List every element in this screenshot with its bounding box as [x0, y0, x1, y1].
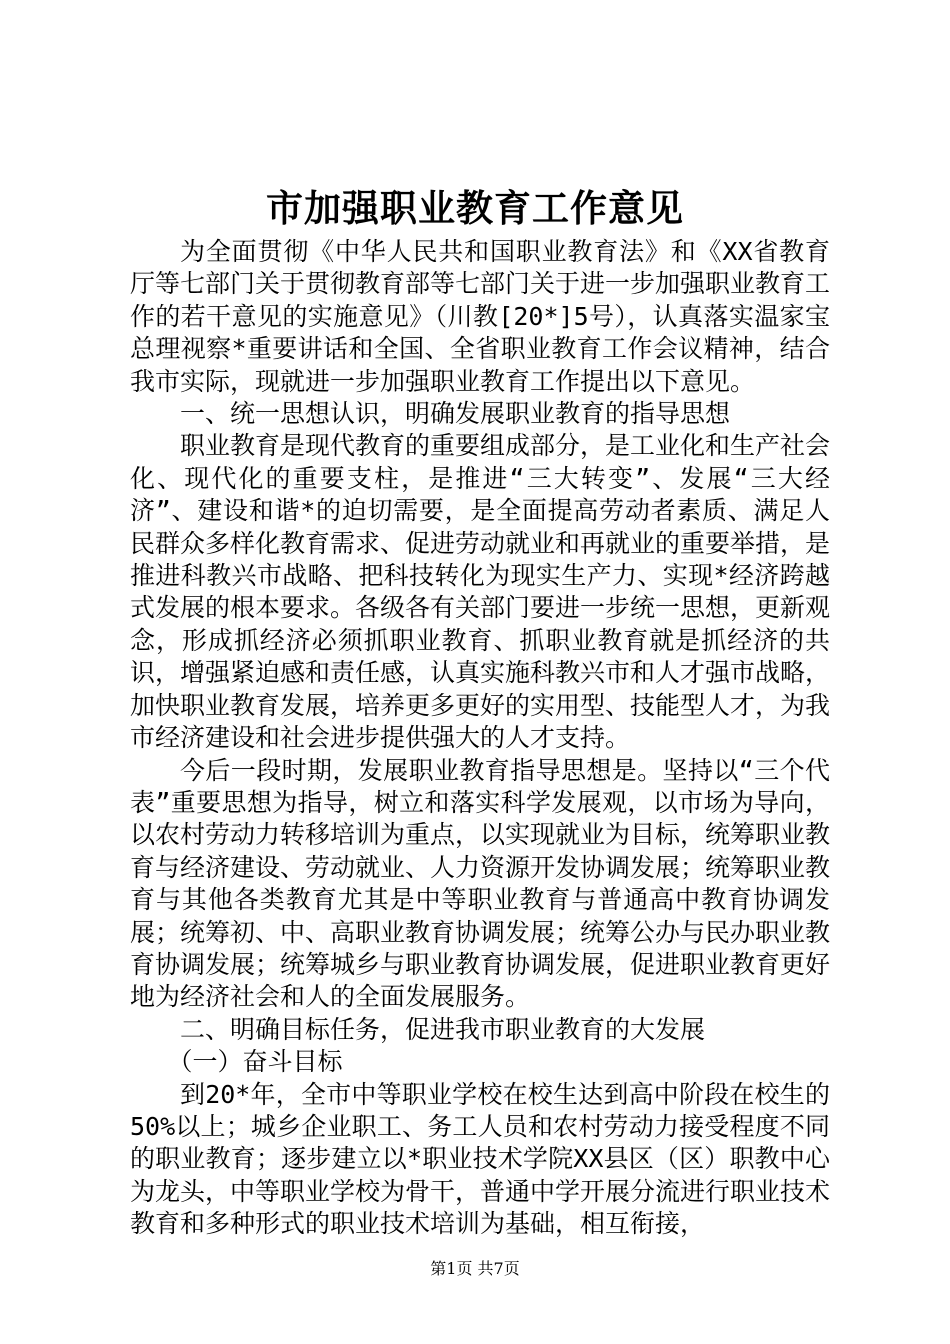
subsection-heading: （一）奋斗目标	[167, 1047, 343, 1077]
section-heading: 二、明确目标任务，促进我市职业教育的大发展	[180, 1014, 706, 1044]
page-number-footer: 第1页 共7页	[430, 1259, 520, 1278]
document-body	[130, 236, 830, 1241]
section-heading: 一、统一思想认识，明确发展职业教育的指导思想	[180, 399, 731, 429]
document-title: 市加强职业教育工作意见	[266, 186, 684, 230]
paragraph: 今后一段时期，发展职业教育指导思想是。坚持以“三个代表”重要思想为指导，树立和落实科学发展观，以市场为导向，以农村劳动力转移培训为重点，以实现就业为目标，统筹职业教育与经济建设、劳动就业、人力资源开发协调发展；统筹职业教育与其他各类教育尤其是中等职业教育与普通高中教育协调发展；统筹初、中、高职业教育协调发展；统筹公办与民办职业教育协调发展；统筹城乡与职业教育协调发展，促进职业教育更好地为经济社会和人的全面发展服务。	[130, 755, 831, 1012]
paragraph: 职业教育是现代教育的重要组成部分，是工业化和生产社会化、现代化的重要支柱，是推进“三大转变”、发展“三大经济”、建设和谐*的迫切需要，是全面提高劳动者素质、满足人民群众多样化教育需求、促进劳动就业和再就业的重要举措，是推进科教兴市战略、把科技转化为现实生产力、实现*经济跨越式发展的根本要求。各级各有关部门要进一步统一思想，更新观念，形成抓经济必须抓职业教育、抓职业教育就是抓经济的共识，增强紧迫感和责任感，认真实施科教兴市和人才强市战略，加快职业教育发展，培养更多更好的实用型、技能型人才，为我市经济建设和社会进步提供强大的人才支持。	[130, 431, 831, 753]
paragraph: 为全面贯彻《中华人民共和国职业教育法》和《XX省教育厅等七部门关于贯彻教育部等七部门关于进一步加强职业教育工作的若干意见的实施意见》（川教[20*]5号），认真落实温家宝总理视察*重要讲话和全国、全省职业教育工作会议精神，结合我市实际，现就进一步加强职业教育工作提出以下意见。	[130, 237, 831, 396]
paragraph: 到20*年，全市中等职业学校在校生达到高中阶段在校生的50%以上；城乡企业职工、务工人员和农村劳动力接受程度不同的职业教育；逐步建立以*职业技术学院XX县区（区）职教中心为龙头，中等职业学校为骨干，普通中学开展分流进行职业技术教育和多种形式的职业技术培训为基础，相互衔接，	[130, 1079, 831, 1239]
